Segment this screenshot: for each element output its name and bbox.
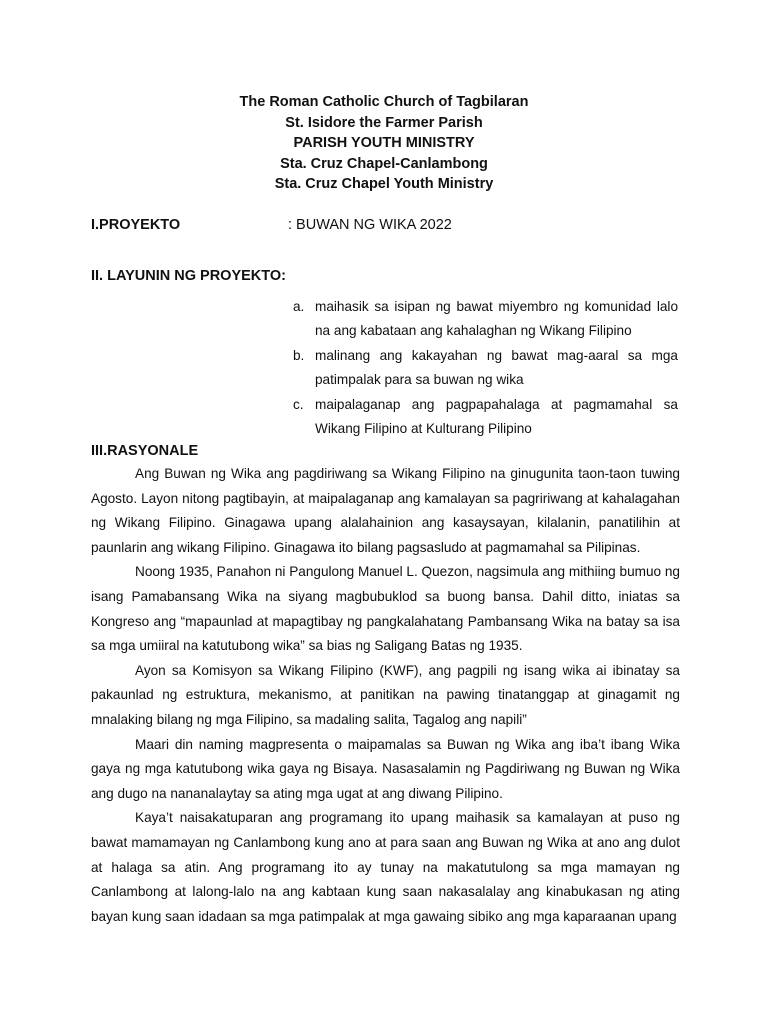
proyekto-value: : BUWAN NG WIKA 2022	[288, 217, 452, 233]
objective-letter: c.	[293, 397, 304, 412]
objective-item	[293, 393, 678, 441]
objective-text: maipalaganap ang pagpapahalaga at pagmamahal sa Wikang Filipino at Kulturang Pilipino	[315, 397, 678, 436]
objective-item	[293, 295, 678, 343]
header-line: Sta. Cruz Chapel-Canlambong	[280, 155, 488, 172]
header-line: Sta. Cruz Chapel Youth Ministry	[274, 176, 494, 192]
header-line: St. Isidore the Farmer Parish	[285, 114, 483, 131]
layunin-heading: II. LAYUNIN NG PROYEKTO:	[91, 268, 286, 284]
proyekto-label: I.PROYEKTO	[91, 217, 181, 233]
paragraph: Maari din naming magpresenta o maipamalas sa Buwan ng Wika ang iba’t ibang Wika gaya ng mga katutubong wika gaya ng Bisaya. Nasasalamin ng Pagdiriwang ng Buwan ng Wika ang dugo na nananalaytay sa ating mga ugat at ang diwang Pilipino.	[91, 736, 680, 801]
paragraph: Ang Buwan ng Wika ang pagdiriwang sa Wikang Filipino na ginugunita taon-taon tuwing Agosto. Layon nitong pagtibayin, at maipalaganap ang kamalayan sa pagririwang at kahalagahan ng Wikang Filipino. Ginagawa upang alalahainion ang kasaysayan, kilalanin, panatilihin at paunlarin ang wikang Filipino. Ginagawa ito bilang pagsasludo at pagmamahal sa Pilipinas.	[91, 466, 680, 555]
rasyonale-body	[91, 462, 680, 929]
paragraph: Kaya’t naisakatuparan ang programang ito upang maihasik sa kamalayan at puso ng bawat mamamayan ng Canlambong kung ano at para saan ang Buwan ng Wika at ano ang dulot at halaga sa atin. Ang programang ito ay tunay na makatutulong sa mga mamayan ng Canlambong at lalong-lalo na ang kabtaan kung saan nakasalalay ang kinabukasan ng ating bayan kung saan idadaan sa mga patimpalak at mga gawaing sibiko ang mga kaparaanan upang	[91, 810, 680, 924]
objective-letter: a.	[293, 299, 305, 314]
paragraph: Noong 1935, Panahon ni Pangulong Manuel L. Quezon, nagsimula ang mithiing bumuo ng isang Pamabansang Wika na siyang magbubuklod sa buong bansa. Dahil ditto, iniatas sa Kongreso ang “mapaunlad at mapagtibay ng pangkalahatang Pambansang Wika na batay sa isa sa mga umiiral na katutubong wika” sa bias ng Saligang Batas ng 1935.	[91, 564, 680, 654]
paragraph: Ayon sa Komisyon sa Wikang Filipino (KWF), ang pagpili ng isang wika ai ibinatay sa pakaunlad ng estruktura, mekanismo, at panitikan na pawing tinatanggap at ginagamit ng mnalaking bilang ng mga Filipino, sa madaling salita, Tagalog ang napili”	[91, 662, 680, 727]
objectives-list	[293, 295, 678, 442]
header-line: The Roman Catholic Church of Tagbilaran	[239, 94, 529, 110]
header-line: PARISH YOUTH MINISTRY	[293, 135, 475, 151]
objective-text: malinang ang kakayahan ng bawat mag-aaral sa mga patimpalak para sa buwan ng wika	[315, 348, 678, 387]
objective-item	[293, 344, 678, 392]
objective-text: maihasik sa isipan ng bawat miyembro ng komunidad lalo na ang kabataan ang kahalaghan ng Wikang Filipino	[315, 299, 678, 338]
rasyonale-heading: III.RASYONALE	[91, 443, 199, 459]
document-header	[0, 92, 768, 195]
objective-letter: b.	[293, 348, 305, 363]
